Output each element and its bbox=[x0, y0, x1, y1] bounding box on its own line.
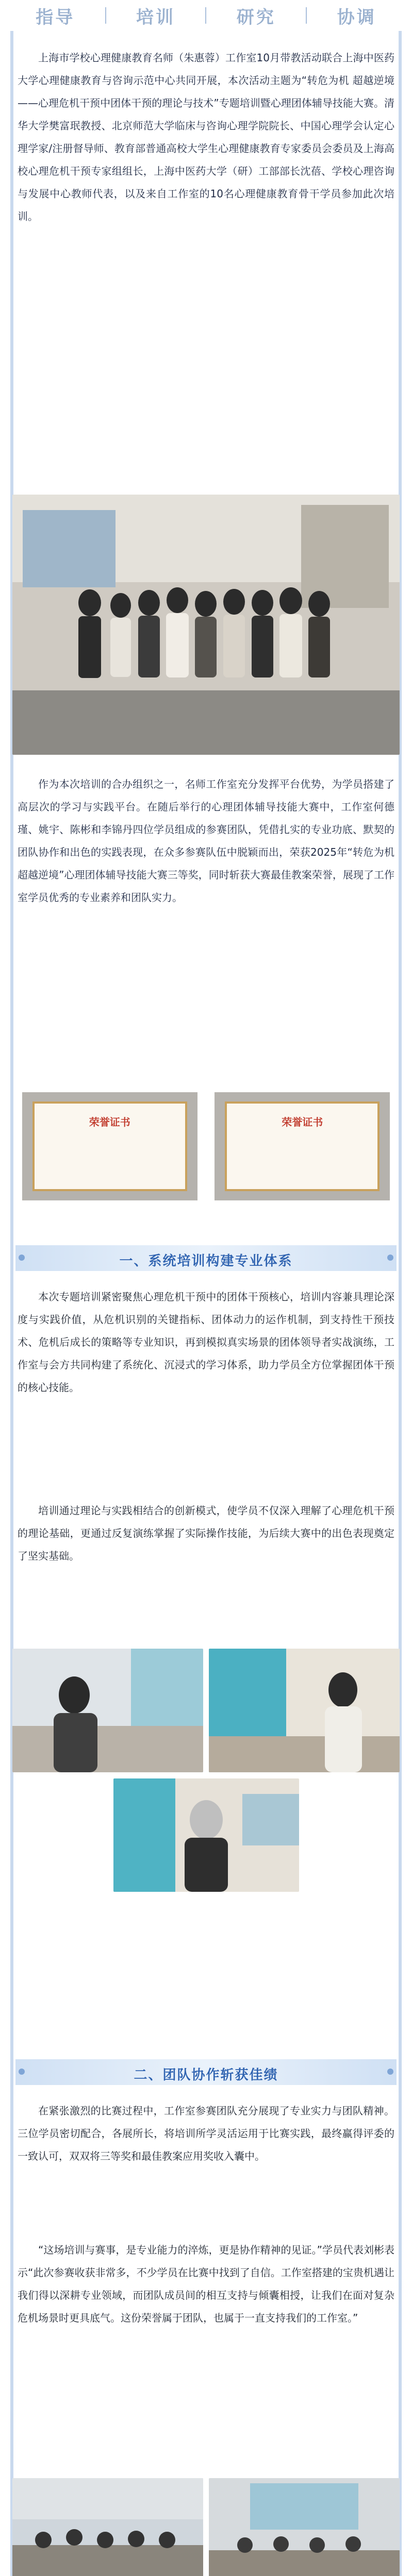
training-photo bbox=[113, 1778, 299, 1892]
nav-item-research[interactable]: 研究 bbox=[236, 7, 276, 28]
section-1-body bbox=[0, 1285, 412, 1399]
intro-paragraph-2: 作为本次培训的合办组织之一，名师工作室充分发挥平台优势，为学员搭建了高层次的学习与实践平台。在随后举行的心理团体辅导技能大赛中，工作室何德瑾、姚宇、陈彬和李锦丹四位学员组成的参赛团队，凭借扎实的专业功底、默契的团队协作和出色的实践表现，在众多参赛队伍中脱颖而出，荣获2025年“转危为机 超越逆境”心理团体辅导技能大赛三等奖，同时斩获大赛最佳教案荣誉，展现了工作室学员优秀的专业素养和团队实力。 bbox=[18, 778, 394, 904]
section-2-header bbox=[15, 2053, 397, 2090]
nav-divider bbox=[306, 7, 307, 24]
intro-block bbox=[0, 46, 412, 228]
training-photo bbox=[209, 1649, 400, 1772]
group-photo bbox=[12, 495, 400, 755]
certificate-title: 荣誉证书 bbox=[89, 1116, 130, 1128]
section-1-photos bbox=[0, 1649, 412, 1892]
certificate-image bbox=[22, 1092, 197, 1200]
section-2-photos bbox=[0, 2478, 412, 2576]
certificate-image bbox=[215, 1092, 390, 1200]
section-1-title: 一、系统培训构建专业体系 bbox=[119, 1253, 293, 1269]
competition-photo bbox=[209, 2478, 400, 2576]
competition-photo bbox=[12, 2478, 203, 2576]
section-1-paragraph-2: 培训通过理论与实践相结合的创新模式，使学员不仅深入理解了心理危机干预的理论基础，更通过反复演练掌握了实际操作技能，为后续大赛中的出色表现奠定了坚实基础。 bbox=[18, 1504, 394, 1562]
top-nav bbox=[0, 0, 412, 31]
nav-item-guide[interactable]: 指导 bbox=[36, 7, 75, 28]
certificate-title: 荣誉证书 bbox=[282, 1116, 323, 1128]
section-2 bbox=[0, 2053, 412, 2090]
intro-paragraph-1: 上海市学校心理健康教育名师（朱惠蓉）工作室10月带教活动联合上海中医药大学心理健康教育与咨询示范中心共同开展，本次活动主题为“转危为机 超越逆境——心理危机干预中团体干预的理论与技术”专题培训暨心理团体辅导技能大赛。清华大学樊富珉教授、北京师范大学临床与咨询心理学院院长、中国心理学会认定心理学家/注册督导师、教育部普通高校大学生心理健康教育专家委员会委员及上海高校心理危机干预专家组组长，上海中医药大学（研）工部部长沈蓓、学校心理咨询与发展中心教师代表，以及来自工作室的10名心理健康教育骨干学员参加此次培训。 bbox=[18, 52, 394, 223]
section-1-header bbox=[15, 1239, 397, 1276]
section-1-body-2 bbox=[0, 1499, 412, 1567]
section-2-body-2 bbox=[0, 2239, 412, 2329]
certificate-row bbox=[0, 1092, 412, 1200]
section-2-paragraph-1: 在紧张激烈的比赛过程中，工作室参赛团队充分展现了专业实力与团队精神。三位学员密切配合，各展所长，将培训所学灵活运用于比赛实践，最终赢得评委的一致认可，双双将三等奖和最佳教案应用奖收入囊中。 bbox=[18, 2105, 394, 2162]
nav-item-training[interactable]: 培训 bbox=[136, 7, 176, 28]
nav-divider bbox=[205, 7, 206, 24]
intro-block-2 bbox=[0, 773, 412, 909]
section-1 bbox=[0, 1239, 412, 1276]
nav-item-coordinate[interactable]: 协调 bbox=[337, 7, 376, 28]
nav-divider bbox=[105, 7, 106, 24]
section-2-paragraph-2: “这场培训与赛事，是专业能力的淬炼，更是协作精神的见证。”学员代表刘彬表示“此次参赛收获非常多，不少学员在比赛中找到了自信。工作室搭建的宝贵机遇让我们得以深耕专业领域，而团队成员间的相互支持与倾囊相授，让我们在面对复杂危机场景时更具底气。这份荣誉属于团队，也属于一直支持我们的工作室。” bbox=[18, 2244, 394, 2324]
section-2-title: 二、团队协作斩获佳绩 bbox=[134, 2067, 278, 2083]
group-photo-wrap bbox=[0, 495, 412, 755]
section-2-body bbox=[0, 2099, 412, 2167]
training-photo bbox=[12, 1649, 203, 1772]
section-1-paragraph-1: 本次专题培训紧密聚焦心理危机干预中的团体干预核心，培训内容兼具理论深度与实践价值，从危机识别的关键指标、团体动力的运作机制，到支持性干预技术、危机后成长的策略等专业知识，再到模拟真实场景的团体领导者实战演练，工作室与会方共同构建了系统化、沉浸式的学习体系，助力学员全方位掌握团体干预的核心技能。 bbox=[18, 1291, 394, 1394]
